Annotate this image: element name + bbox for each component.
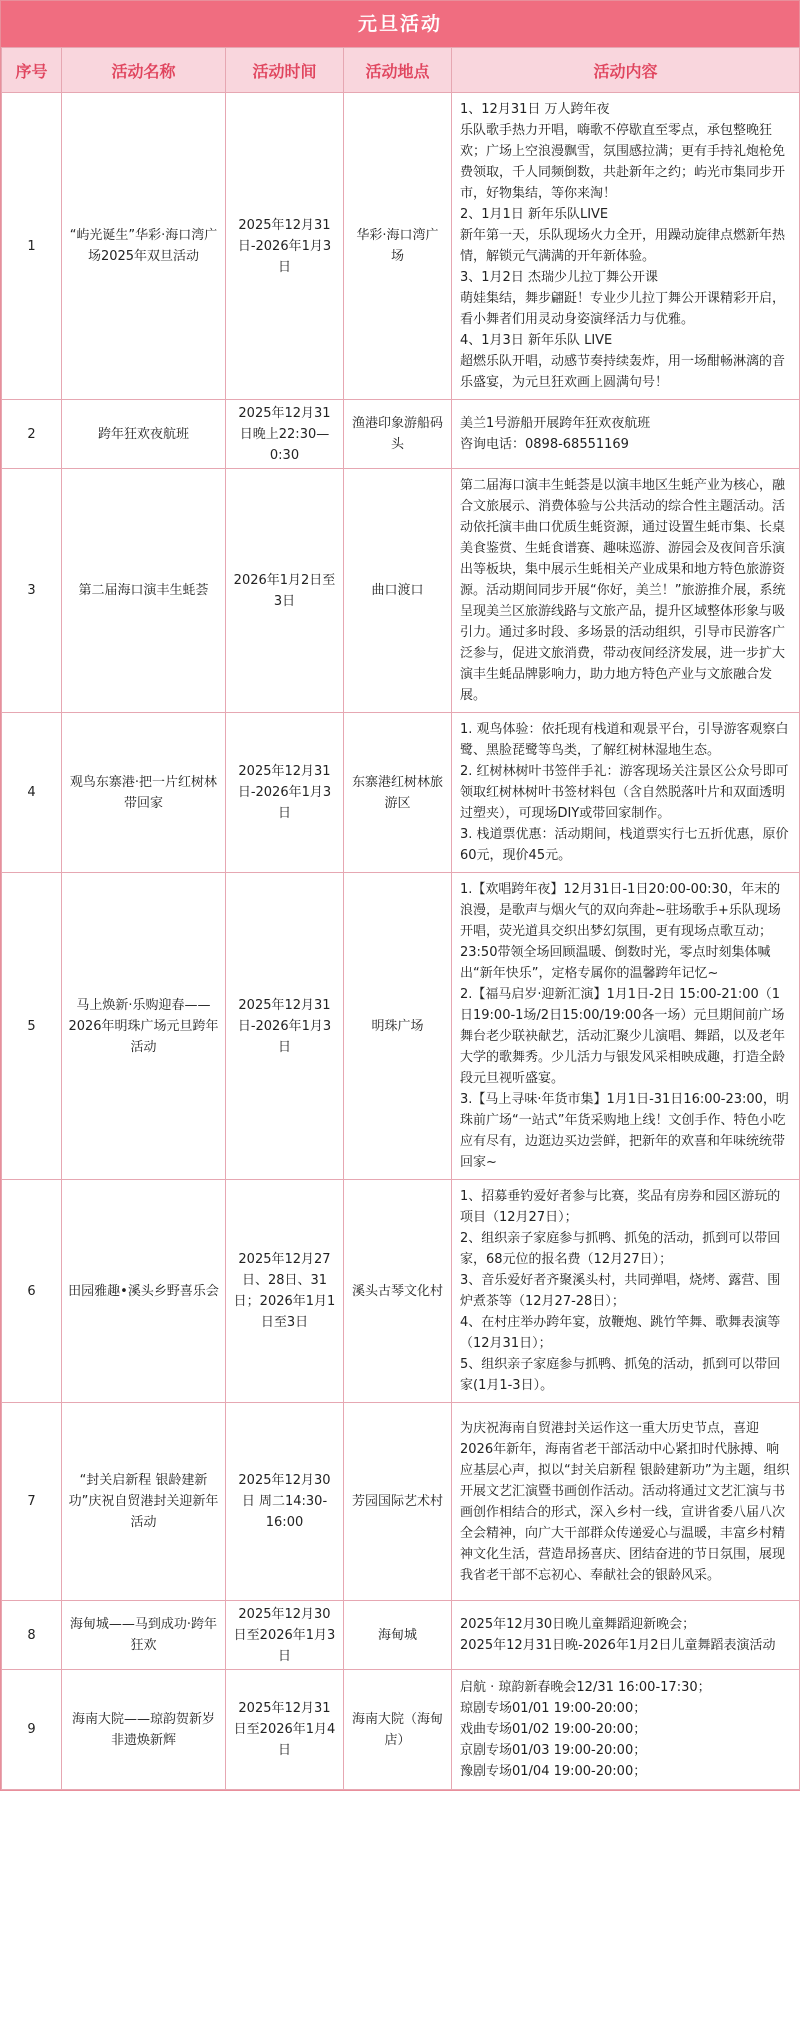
table-row [2, 400, 800, 469]
content-line: 豫剧专场01/04 19:00-20:00； [460, 1764, 647, 1779]
row-number: 8 [2, 1601, 62, 1670]
activity-name: “封关启新程 银龄建新功”庆祝自贸港封关迎新年活动 [62, 1403, 226, 1601]
content-line: 1. 观鸟体验：依托现有栈道和观景平台，引导游客观察白鹭、黑脸琵鹭等鸟类，了解红树林湿地生态。 [460, 722, 789, 758]
row-number: 6 [2, 1180, 62, 1403]
content-line: 4、在村庄举办跨年宴，放鞭炮、跳竹竿舞、歌舞表演等（12月31日）； [460, 1315, 781, 1351]
row-number: 5 [2, 873, 62, 1180]
activity-name: 田园雅趣•溪头乡野喜乐会 [62, 1180, 226, 1403]
content-line: 1、12月31日 万人跨年夜 [460, 102, 610, 117]
content-line: 2、1月1日 新年乐队LIVE [460, 207, 609, 222]
table-row [2, 1180, 800, 1403]
activity-time: 2025年12月31日-2026年1月3日 [226, 93, 344, 400]
content-line: 2. 红树林树叶书签伴手礼：游客现场关注景区公众号即可领取红树林树叶书签材料包（含自然脱落叶片和双面透明过塑夹），可现场DIY或带回家制作。 [460, 764, 789, 821]
table-row [2, 1601, 800, 1670]
header-place: 活动地点 [344, 48, 452, 93]
activity-name: 海甸城——马到成功·跨年狂欢 [62, 1601, 226, 1670]
activity-time: 2025年12月31日-2026年1月3日 [226, 713, 344, 873]
row-number: 9 [2, 1670, 62, 1790]
row-number: 2 [2, 400, 62, 469]
activity-place: 芳园国际艺术村 [344, 1403, 452, 1601]
activity-table [1, 47, 800, 1790]
content-line: 乐队歌手热力开唱，嗨歌不停歇直至零点，承包整晚狂欢；广场上空浪漫飘雪，氛围感拉满；更有手持礼炮枪免费领取，千人同频倒数，共赴新年之约；屿光市集同步开市，好物集结，等你来淘！ [460, 123, 786, 201]
activity-content [452, 873, 800, 1180]
page-title: 元旦活动 [1, 1, 799, 47]
content-line: 萌娃集结，舞步翩跹！专业少儿拉丁舞公开课精彩开启，看小舞者们用灵动身姿演绎活力与优雅。 [460, 291, 786, 327]
activity-time: 2025年12月30日 周二14:30-16:00 [226, 1403, 344, 1601]
content-line: 2、组织亲子家庭参与抓鸭、抓兔的活动，抓到可以带回家，68元位的报名费（12月27日）； [460, 1231, 781, 1267]
table-row [2, 1403, 800, 1601]
activity-content [452, 713, 800, 873]
content-line: 3. 栈道票优惠：活动期间，栈道票实行七五折优惠，原价60元，现价45元。 [460, 827, 789, 863]
activity-content [452, 1670, 800, 1790]
activity-time: 2025年12月31日晚上22:30—0:30 [226, 400, 344, 469]
activity-name: 第二届海口演丰生蚝荟 [62, 469, 226, 713]
activity-place: 华彩·海口湾广场 [344, 93, 452, 400]
activity-content [452, 1180, 800, 1403]
content-line: 超燃乐队开唱，动感节奏持续轰炸，用一场酣畅淋漓的音乐盛宴，为元旦狂欢画上圆满句号！ [460, 354, 786, 390]
content-line: 为庆祝海南自贸港封关运作这一重大历史节点，喜迎2026年新年，海南省老干部活动中心紧扣时代脉搏、响应基层心声，拟以“封关启新程 银龄建新功”为主题，组织开展文艺汇演暨书画创作活动。活动将通过文艺汇演与书画创作相结合的形式，深入乡村一线，宣讲省委八届八次全会精神，向广大干部群众传递爱心与温暖，丰富乡村精神文化生活，营造昂扬喜庆、团结奋进的节日氛围，展现我省老干部不忘初心、奉献社会的银龄风采。 [460, 1420, 790, 1583]
content-line: 琼剧专场01/01 19:00-20:00； [460, 1701, 647, 1716]
activity-content [452, 93, 800, 400]
content-line: 1.【欢唱跨年夜】12月31日-1日20:00-00:30，年末的浪漫，是歌声与烟火气的双向奔赴~驻场歌手+乐队现场开唱，荧光道具交织出梦幻氛围，更有现场点歌互动；23:50带领全场回顾温暖、倒数时光，零点时刻集体喊出“新年快乐”，定格专属你的温馨跨年记忆~ [460, 882, 781, 981]
activity-place: 渔港印象游船码头 [344, 400, 452, 469]
activity-name: 马上焕新·乐购迎春——2026年明珠广场元旦跨年活动 [62, 873, 226, 1180]
activity-content [452, 1601, 800, 1670]
table-row [2, 1670, 800, 1790]
table-row [2, 713, 800, 873]
content-line: 新年第一天，乐队现场火力全开，用躁动旋律点燃新年热情，解锁元气满满的开年新体验。 [460, 228, 786, 264]
content-line: 3、1月2日 杰瑞少儿拉丁舞公开课 [460, 270, 658, 285]
activity-name: 海南大院——琼韵贺新岁非遗焕新辉 [62, 1670, 226, 1790]
activity-time: 2025年12月30日至2026年1月3日 [226, 1601, 344, 1670]
header-name: 活动名称 [62, 48, 226, 93]
content-line: 2025年12月30日晚儿童舞蹈迎新晚会； [460, 1617, 696, 1632]
content-line: 美兰1号游船开展跨年狂欢夜航班 [460, 416, 651, 431]
activity-content [452, 1403, 800, 1601]
row-number: 7 [2, 1403, 62, 1601]
header-no: 序号 [2, 48, 62, 93]
activity-name: 跨年狂欢夜航班 [62, 400, 226, 469]
activity-place: 海甸城 [344, 1601, 452, 1670]
row-number: 1 [2, 93, 62, 400]
content-line: 2.【福马启岁·迎新汇演】1月1日-2日 15:00-21:00（1日19:00-1场/2日15:00/19:00各一场）元旦期间前广场舞台老少联袂献艺，活动汇聚少儿演唱、舞蹈，以及老年大学的歌舞秀。少儿活力与银发风采相映成趣，打造全龄段元旦视听盛宴。 [460, 987, 786, 1086]
content-line: 第二届海口演丰生蚝荟是以演丰地区生蚝产业为核心，融合文旅展示、消费体验与公共活动的综合性主题活动。活动依托演丰曲口优质生蚝资源，通过设置生蚝市集、长桌美食鉴赏、生蚝食谱赛、趣味巡游、游园会及夜间音乐演出等板块，集中展示生蚝相关产业成果和地方特色旅游资源。活动期间同步开展“你好，美兰！”旅游推介展，系统呈现美兰区旅游线路与文旅产品，提升区域整体形象与吸引力。通过多时段、多场景的活动组织，引导市民游客广泛参与，促进文旅消费，带动夜间经济发展，进一步扩大演丰生蚝品牌影响力，助力地方特色产业与文旅融合发展。 [460, 478, 786, 703]
content-line: 咨询电话：0898-68551169 [460, 437, 629, 452]
activity-place: 明珠广场 [344, 873, 452, 1180]
activity-time: 2025年12月31日-2026年1月3日 [226, 873, 344, 1180]
activity-content [452, 400, 800, 469]
table-row [2, 873, 800, 1180]
content-line: 1、招募垂钓爱好者参与比赛，奖品有房券和园区游玩的项目（12月27日）； [460, 1189, 781, 1225]
activity-place: 溪头古琴文化村 [344, 1180, 452, 1403]
content-line: 3、音乐爱好者齐聚溪头村，共同弹唱，烧烤、露营、围炉煮茶等（12月27-28日）； [460, 1273, 781, 1309]
table-header-row [2, 48, 800, 93]
content-line: 戏曲专场01/02 19:00-20:00； [460, 1722, 647, 1737]
activity-name: “屿光诞生”华彩·海口湾广场2025年双旦活动 [62, 93, 226, 400]
content-line: 5、组织亲子家庭参与抓鸭、抓兔的活动，抓到可以带回家(1月1-3日）。 [460, 1357, 781, 1393]
activity-place: 曲口渡口 [344, 469, 452, 713]
content-line: 启航 · 琼韵新春晚会12/31 16:00-17:30； [460, 1680, 711, 1695]
activity-name: 观鸟东寨港·把一片红树林带回家 [62, 713, 226, 873]
activity-time: 2025年12月31日至2026年1月4日 [226, 1670, 344, 1790]
content-line: 京剧专场01/03 19:00-20:00； [460, 1743, 647, 1758]
content-line: 2025年12月31日晚-2026年1月2日儿童舞蹈表演活动 [460, 1638, 776, 1653]
table-row [2, 93, 800, 400]
activity-time: 2025年12月27日、28日、31日；2026年1月1日至3日 [226, 1180, 344, 1403]
activity-content [452, 469, 800, 713]
activity-place: 海南大院（海甸店） [344, 1670, 452, 1790]
header-time: 活动时间 [226, 48, 344, 93]
row-number: 4 [2, 713, 62, 873]
table-row [2, 469, 800, 713]
activity-place: 东寨港红树林旅游区 [344, 713, 452, 873]
row-number: 3 [2, 469, 62, 713]
content-line: 3.【马上寻味·年货市集】1月1日-31日16:00-23:00，明珠前广场“一站式”年货采购地上线！文创手作、特色小吃应有尽有，边逛边买边尝鲜，把新年的欢喜和年味统统带回家~ [460, 1092, 789, 1170]
header-content: 活动内容 [452, 48, 800, 93]
content-line: 4、1月3日 新年乐队 LIVE [460, 333, 613, 348]
activity-time: 2026年1月2日至3日 [226, 469, 344, 713]
